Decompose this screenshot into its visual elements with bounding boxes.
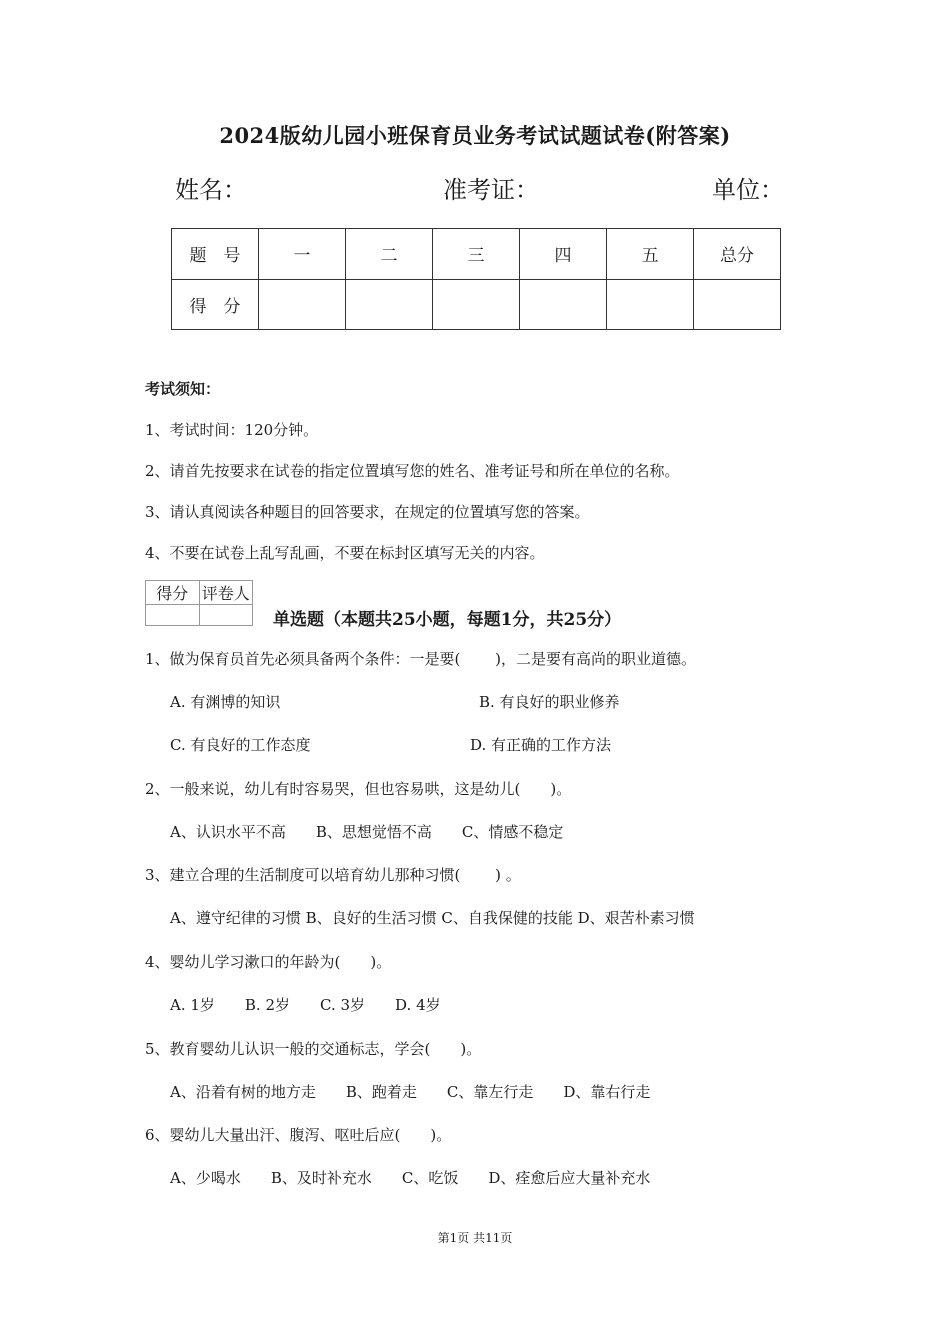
- document-title: 2024版幼儿园小班保育员业务考试试题试卷(附答案): [219, 123, 731, 148]
- page-footer: 第1页 共11页: [437, 1231, 513, 1245]
- score-cell[interactable]: [346, 279, 433, 330]
- question-text: 5、教育婴幼儿认识一般的交通标志，学会( )。: [145, 1040, 482, 1058]
- name-label: 姓名：: [175, 176, 247, 204]
- question-text: 4、婴幼儿学习漱口的年龄为( )。: [145, 953, 392, 971]
- options-line[interactable]: A. 1岁 B. 2岁 C. 3岁 D. 4岁: [170, 996, 441, 1014]
- grader-box: [145, 580, 253, 626]
- option-d[interactable]: D. 有正确的工作方法: [470, 736, 612, 754]
- unit-label: 单位：: [712, 176, 784, 204]
- score-header-cell: 二: [346, 229, 433, 280]
- notice-item: 3、请认真阅读各种题目的回答要求，在规定的位置填写您的答案。: [145, 503, 590, 521]
- notice-item: 1、考试时间：120分钟。: [145, 421, 319, 439]
- option-a[interactable]: A. 有渊博的知识: [170, 693, 281, 711]
- score-header-cell: 一: [259, 229, 346, 280]
- score-row-label: 得 分: [172, 279, 259, 330]
- grader-name-label: 评卷人: [199, 581, 253, 605]
- score-cell[interactable]: [433, 279, 520, 330]
- score-header-cell: 三: [433, 229, 520, 280]
- notice-item: 4、不要在试卷上乱写乱画，不要在标封区填写无关的内容。: [145, 544, 545, 562]
- options-line[interactable]: A、少喝水 B、及时补充水 C、吃饭 D、痊愈后应大量补充水: [170, 1169, 651, 1187]
- score-header-cell: 五: [607, 229, 694, 280]
- grader-score-label: 得分: [146, 581, 200, 605]
- options-line[interactable]: A、认识水平不高 B、思想觉悟不高 C、情感不稳定: [170, 823, 564, 841]
- grader-name-cell[interactable]: [199, 605, 253, 626]
- score-cell[interactable]: [259, 279, 346, 330]
- score-cell[interactable]: [694, 279, 781, 330]
- notice-heading: 考试须知：: [145, 380, 221, 398]
- section-title: 单选题（本题共25小题，每题1分，共25分）: [273, 610, 622, 630]
- notice-item: 2、请首先按要求在试卷的指定位置填写您的姓名、准考证号和所在单位的名称。: [145, 462, 680, 480]
- question-text: 2、一般来说，幼儿有时容易哭，但也容易哄，这是幼儿( )。: [145, 780, 572, 798]
- option-c[interactable]: C. 有良好的工作态度: [170, 736, 311, 754]
- options-line[interactable]: A、沿着有树的地方走 B、跑着走 C、靠左行走 D、靠右行走: [170, 1083, 651, 1101]
- score-header-cell: 总分: [694, 229, 781, 280]
- score-cell[interactable]: [607, 279, 694, 330]
- option-b[interactable]: B. 有良好的职业修养: [479, 693, 620, 711]
- score-table: [171, 228, 781, 330]
- question-text: 1、做为保育员首先必须具备两个条件：一是要( )，二是要有高尚的职业道德。: [145, 650, 697, 668]
- options-line[interactable]: A、遵守纪律的习惯 B、良好的生活习惯 C、自我保健的技能 D、艰苦朴素习惯: [170, 909, 695, 927]
- grader-score-cell[interactable]: [146, 605, 200, 626]
- score-cell[interactable]: [520, 279, 607, 330]
- score-header-cell: 题 号: [172, 229, 259, 280]
- question-text: 3、建立合理的生活制度可以培育幼儿那种习惯( ) 。: [145, 866, 521, 884]
- exam-id-label: 准考证：: [443, 176, 539, 204]
- score-header-cell: 四: [520, 229, 607, 280]
- question-text: 6、婴幼儿大量出汗、腹泻、呕吐后应( )。: [145, 1126, 452, 1144]
- score-table-header-row: [172, 229, 781, 280]
- score-table-score-row: [172, 279, 781, 330]
